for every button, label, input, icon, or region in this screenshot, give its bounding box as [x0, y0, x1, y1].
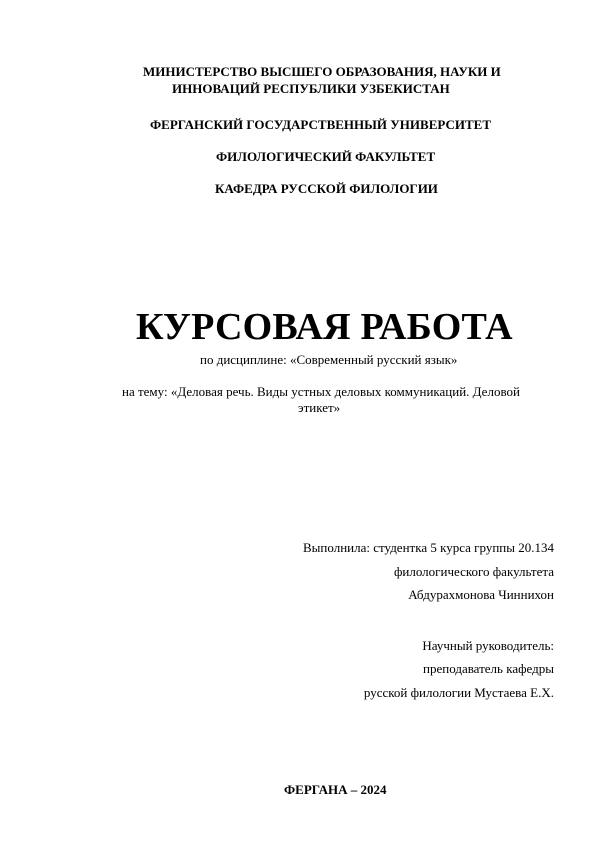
topic-line-1: на тему: «Деловая речь. Виды устных деловых коммуникаций. Деловой: [122, 384, 520, 399]
author-name: Абдурахмонова Чиннихон: [408, 587, 554, 602]
city-year: ФЕРГАНА – 2024: [284, 782, 387, 797]
supervisor-line-2: преподаватель кафедры: [423, 661, 554, 676]
faculty-name: ФИЛОЛОГИЧЕСКИЙ ФАКУЛЬТЕТ: [216, 149, 436, 164]
ministry-line-2: ИННОВАЦИЙ РЕСПУБЛИКИ УЗБЕКИСТАН: [172, 81, 450, 96]
university-name: ФЕРГАНСКИЙ ГОСУДАРСТВЕННЫЙ УНИВЕРСИТЕТ: [150, 117, 491, 132]
document-title: КУРСОВАЯ РАБОТА: [136, 306, 513, 348]
author-line-2: филологического факультета: [393, 564, 554, 579]
supervisor-name: русской филологии Мустаева Е.Х.: [363, 685, 554, 700]
author-line-1: Выполнила: студентка 5 курса группы 20.134: [303, 540, 554, 555]
discipline-line: по дисциплине: «Современный русский язык»: [200, 352, 458, 367]
supervisor-line-1: Научный руководитель:: [422, 638, 554, 653]
department-name: КАФЕДРА РУССКОЙ ФИЛОЛОГИИ: [215, 181, 438, 196]
ministry-line-1: МИНИСТЕРСТВО ВЫСШЕГО ОБРАЗОВАНИЯ, НАУКИ И: [143, 64, 501, 79]
topic-line-2: этикет»: [298, 400, 341, 415]
